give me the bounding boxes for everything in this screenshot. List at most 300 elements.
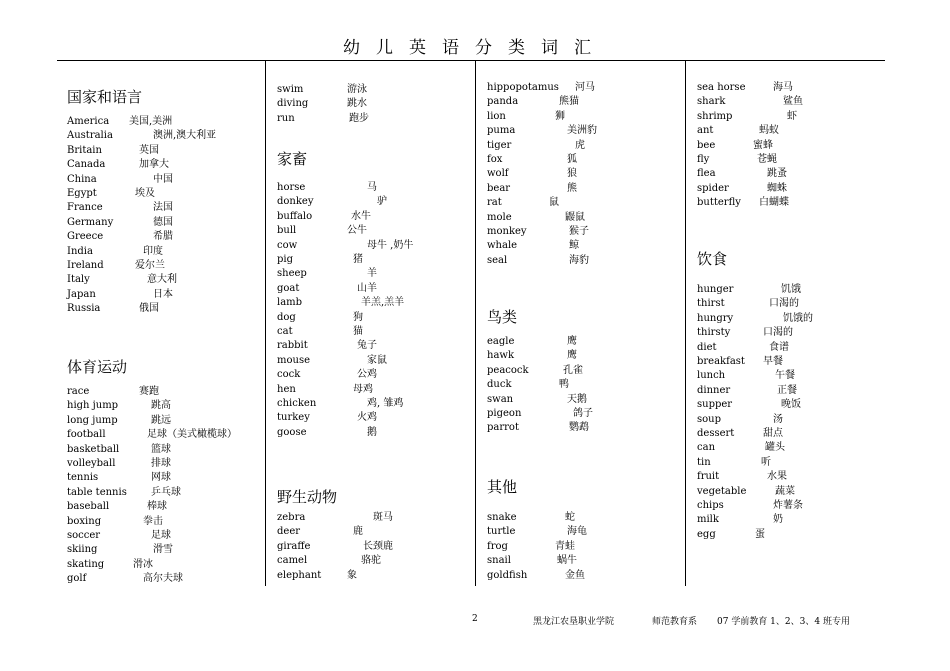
english-word: vegetable — [697, 485, 747, 497]
english-word: Italy — [67, 274, 90, 286]
chinese-meaning: 甜点 — [763, 428, 783, 439]
chinese-meaning: 拳击 — [143, 515, 163, 527]
chinese-meaning: 鹰 — [567, 336, 577, 347]
vocab-entry — [487, 336, 687, 348]
chinese-meaning: 棒球 — [147, 501, 167, 513]
chinese-meaning: 炸薯条 — [773, 500, 803, 511]
vocab-entry — [487, 526, 687, 538]
vocab-entry — [277, 254, 477, 266]
vocab-entry — [697, 125, 897, 137]
vocab-entry — [67, 217, 267, 229]
english-word: chips — [697, 500, 724, 511]
vocab-entry — [487, 212, 687, 224]
chinese-meaning: 蜗牛 — [557, 555, 577, 567]
english-word: donkey — [277, 196, 314, 208]
chinese-meaning: 排球 — [151, 458, 171, 469]
chinese-meaning: 俄国 — [139, 303, 159, 315]
chinese-meaning: 午餐 — [775, 370, 795, 382]
english-word: horse — [277, 182, 306, 193]
vocab-entry — [67, 246, 267, 258]
english-word: thirst — [697, 298, 725, 310]
vocab-entry — [697, 96, 897, 108]
english-word: diet — [697, 341, 717, 353]
chinese-meaning: 狗 — [353, 311, 363, 323]
english-word: long jump — [67, 414, 118, 426]
vocab-entry — [67, 386, 267, 398]
english-word: cock — [277, 369, 301, 381]
english-word: diving — [277, 98, 309, 110]
vocab-entry — [277, 512, 477, 524]
chinese-meaning: 意大利 — [147, 274, 177, 286]
english-word: goldfish — [487, 569, 528, 581]
english-word: can — [697, 442, 716, 454]
chinese-meaning: 马 — [367, 182, 377, 193]
vocab-entry — [277, 555, 477, 567]
vocab-entry — [487, 555, 687, 567]
chinese-meaning: 鹰 — [567, 350, 577, 362]
english-word: goose — [277, 426, 307, 438]
vocab-entry — [277, 340, 477, 352]
english-word: spider — [697, 182, 729, 194]
chinese-meaning: 火鸡 — [357, 412, 377, 424]
vocab-entry — [277, 570, 477, 582]
chinese-meaning: 鸭 — [559, 379, 569, 391]
english-word: lunch — [697, 370, 726, 382]
chinese-meaning: 天鹅 — [567, 393, 587, 405]
vocab-entry — [277, 196, 477, 208]
vocab-entry — [277, 225, 477, 237]
english-word: tin — [697, 456, 711, 468]
chinese-meaning: 蜜蜂 — [753, 139, 773, 151]
chinese-meaning: 加拿大 — [139, 159, 169, 171]
vocab-entry — [697, 183, 897, 195]
english-word: duck — [487, 379, 512, 391]
chinese-meaning: 斑马 — [373, 512, 393, 523]
chinese-meaning: 孔雀 — [563, 364, 583, 376]
vocab-entry — [277, 211, 477, 223]
english-word: egg — [697, 528, 716, 540]
chinese-meaning: 美国,美洲 — [129, 116, 173, 127]
vocab-entry — [277, 113, 477, 125]
chinese-meaning: 鸡, 雏鸡 — [367, 398, 404, 409]
english-word: hunger — [697, 284, 734, 295]
vocab-entry — [487, 570, 687, 582]
vocab-entry — [67, 472, 267, 484]
vocab-entry — [697, 284, 897, 296]
chinese-meaning: 虎 — [575, 139, 585, 151]
english-word: bull — [277, 225, 297, 237]
vocab-entry — [697, 154, 897, 166]
vocab-entry — [487, 240, 687, 252]
chinese-meaning: 法国 — [153, 202, 173, 214]
chinese-meaning: 鲨鱼 — [783, 96, 803, 108]
english-word: goat — [277, 282, 300, 294]
english-word: lion — [487, 110, 506, 122]
vocab-entry — [277, 326, 477, 338]
chinese-meaning: 母鸡 — [353, 383, 373, 395]
vocab-entry — [697, 486, 897, 498]
vocab-entry — [487, 96, 687, 108]
chinese-meaning: 饥饿 — [781, 284, 801, 295]
chinese-meaning: 水果 — [767, 471, 787, 483]
vocab-entry — [67, 260, 267, 272]
english-word: football — [67, 429, 106, 441]
chinese-meaning: 德国 — [153, 216, 173, 228]
english-word: high jump — [67, 400, 119, 412]
english-word: fruit — [697, 471, 720, 483]
vocab-entry — [277, 369, 477, 381]
english-word: monkey — [487, 226, 527, 237]
footer-school: 黑龙江农垦职业学院 — [533, 617, 615, 627]
vocab-entry — [697, 428, 897, 440]
english-word: supper — [697, 399, 733, 411]
chinese-meaning: 口渴的 — [763, 327, 793, 339]
english-word: sheep — [277, 268, 307, 280]
chinese-meaning: 高尔夫球 — [143, 573, 183, 585]
english-word: Britain — [67, 144, 102, 156]
chinese-meaning: 希腊 — [153, 231, 173, 243]
chinese-meaning: 蚂蚁 — [759, 125, 779, 137]
chinese-meaning: 公鸡 — [357, 369, 377, 381]
vocab-entry — [697, 298, 897, 310]
english-word: Egypt — [67, 188, 97, 199]
vocab-entry — [697, 327, 897, 339]
vocab-entry — [697, 370, 897, 382]
vocab-entry — [67, 487, 267, 499]
chinese-meaning: 英国 — [139, 144, 159, 156]
vocab-entry — [67, 458, 267, 470]
vocab-entry — [487, 512, 687, 524]
english-word: hippopotamus — [487, 82, 559, 93]
english-word: rat — [487, 197, 502, 209]
vocab-entry — [697, 111, 897, 123]
section-title: 家畜 — [277, 150, 308, 168]
english-word: boxing — [67, 515, 102, 527]
page-number: 2 — [472, 614, 478, 624]
vocab-entry — [697, 342, 897, 354]
vocab-entry — [67, 289, 267, 301]
vocab-entry — [487, 125, 687, 137]
english-word: fox — [487, 154, 503, 165]
vocab-entry — [487, 168, 687, 180]
chinese-meaning: 口渴的 — [769, 298, 799, 310]
english-word: dessert — [697, 428, 735, 439]
vocab-entry — [277, 384, 477, 396]
section-title: 体育运动 — [67, 358, 128, 376]
english-word: whale — [487, 240, 518, 252]
english-word: giraffe — [277, 540, 311, 552]
english-word: lamb — [277, 297, 303, 309]
chinese-meaning: 海龟 — [567, 526, 587, 538]
vocab-entry — [277, 297, 477, 309]
english-word: thirsty — [697, 327, 731, 339]
vocab-entry — [487, 154, 687, 166]
chinese-meaning: 母牛 ,奶牛 — [367, 239, 414, 251]
section-title: 饮食 — [697, 250, 728, 268]
chinese-meaning: 罐头 — [765, 442, 785, 454]
english-word: turtle — [487, 526, 516, 538]
chinese-meaning: 驴 — [377, 196, 387, 208]
vocab-entry — [277, 84, 477, 96]
chinese-meaning: 猴子 — [569, 226, 589, 237]
chinese-meaning: 熊猫 — [559, 96, 579, 108]
chinese-meaning: 蛋 — [755, 528, 765, 540]
vocab-entry — [697, 414, 897, 426]
english-word: volleyball — [67, 458, 116, 469]
english-word: pigeon — [487, 408, 522, 419]
vocab-entry — [277, 526, 477, 538]
footer-department: 师范教育系 — [652, 617, 698, 627]
vocab-entry — [67, 274, 267, 286]
vocab-entry — [67, 145, 267, 157]
chinese-meaning: 爱尔兰 — [135, 260, 165, 271]
vocab-entry — [67, 400, 267, 412]
column-4 — [687, 60, 885, 586]
vocab-entry — [277, 412, 477, 424]
page-title: 幼儿英语分类词汇 — [343, 38, 607, 58]
vocab-entry — [697, 82, 897, 94]
vocab-entry — [67, 130, 267, 142]
chinese-meaning: 羊 — [367, 268, 377, 280]
vocab-entry — [277, 398, 477, 410]
vocab-entry — [67, 544, 267, 556]
vocab-entry — [697, 399, 897, 411]
english-word: zebra — [277, 512, 306, 523]
english-word: swim — [277, 84, 304, 95]
chinese-meaning: 澳洲,澳大利亚 — [153, 130, 217, 142]
english-word: frog — [487, 540, 508, 552]
vocab-entry — [277, 268, 477, 280]
vocab-entry — [67, 303, 267, 315]
english-word: snail — [487, 555, 511, 567]
vocab-entry — [67, 444, 267, 456]
vocab-entry — [487, 82, 687, 94]
english-word: pig — [277, 254, 294, 265]
english-word: India — [67, 245, 93, 257]
vocab-entry — [487, 183, 687, 195]
vocab-entry — [487, 408, 687, 420]
english-word: elephant — [277, 569, 322, 581]
english-word: mouse — [277, 354, 310, 366]
chinese-meaning: 听 — [761, 456, 771, 468]
english-word: breakfast — [697, 356, 745, 367]
english-word: hen — [277, 383, 296, 395]
english-word: peacock — [487, 364, 529, 376]
english-word: sea horse — [697, 82, 746, 93]
chinese-meaning: 河马 — [575, 82, 595, 93]
chinese-meaning: 食谱 — [769, 341, 789, 353]
vocab-entry — [487, 226, 687, 238]
english-word: Japan — [67, 288, 96, 300]
english-word: seal — [487, 254, 508, 266]
vocab-entry — [67, 231, 267, 243]
vocab-entry — [67, 159, 267, 171]
english-word: America — [67, 116, 110, 127]
vocab-entry — [487, 394, 687, 406]
english-word: shrimp — [697, 110, 733, 122]
chinese-meaning: 赛跑 — [139, 386, 159, 397]
section-title: 鸟类 — [487, 308, 518, 326]
chinese-meaning: 跳高 — [151, 400, 171, 412]
english-word: flea — [697, 168, 716, 180]
english-word: table tennis — [67, 486, 127, 498]
chinese-meaning: 水牛 — [351, 210, 371, 222]
english-word: baseball — [67, 501, 110, 513]
chinese-meaning: 猫 — [353, 326, 363, 337]
english-word: deer — [277, 526, 301, 538]
vocab-entry — [697, 500, 897, 512]
english-word: skating — [67, 558, 105, 570]
chinese-meaning: 美洲豹 — [567, 125, 597, 137]
chinese-meaning: 白蝴蝶 — [759, 197, 789, 209]
chinese-meaning: 熊 — [567, 182, 577, 194]
vocab-entry — [67, 116, 267, 128]
english-word: tiger — [487, 139, 512, 151]
english-word: milk — [697, 514, 719, 526]
vocab-entry — [277, 312, 477, 324]
section-title: 国家和语言 — [67, 88, 143, 106]
english-word: dinner — [697, 384, 731, 396]
chinese-meaning: 虾 — [787, 110, 797, 122]
english-word: dog — [277, 311, 296, 323]
chinese-meaning: 饥饿的 — [783, 312, 813, 324]
english-word: turkey — [277, 412, 310, 424]
english-word: golf — [67, 573, 87, 585]
english-word: snake — [487, 512, 517, 523]
vocab-entry — [697, 356, 897, 368]
vocab-entry — [277, 427, 477, 439]
english-word: cat — [277, 326, 293, 337]
vocab-entry — [697, 514, 897, 526]
vocab-entry — [697, 168, 897, 180]
chinese-meaning: 金鱼 — [565, 569, 585, 581]
english-word: bee — [697, 139, 716, 151]
english-word: tennis — [67, 472, 99, 484]
english-word: Canada — [67, 159, 106, 171]
column-1 — [57, 60, 266, 586]
vocab-entry — [697, 457, 897, 469]
vocab-entry — [67, 188, 267, 200]
english-word: rabbit — [277, 340, 308, 352]
english-word: Australia — [67, 130, 113, 142]
chinese-meaning: 足球（美式橄榄球） — [147, 429, 237, 441]
chinese-meaning: 篮球 — [151, 443, 171, 455]
chinese-meaning: 羊羔,羔羊 — [361, 297, 405, 309]
chinese-meaning: 跑步 — [349, 112, 369, 124]
english-word: China — [67, 173, 97, 185]
chinese-meaning: 家鼠 — [367, 354, 387, 366]
vocab-entry — [487, 255, 687, 267]
english-word: Russia — [67, 303, 101, 315]
english-word: butterfly — [697, 197, 741, 209]
chinese-meaning: 滑雪 — [153, 544, 173, 556]
vocab-entry — [277, 283, 477, 295]
chinese-meaning: 山羊 — [357, 282, 377, 294]
chinese-meaning: 印度 — [143, 245, 163, 257]
column-3 — [477, 60, 686, 586]
chinese-meaning: 象 — [347, 569, 357, 581]
english-word: skiing — [67, 544, 98, 556]
english-word: bear — [487, 182, 511, 194]
footer-class: 07 学前教育 1、2、3、4 班专用 — [717, 617, 850, 627]
chinese-meaning: 狼 — [567, 168, 577, 180]
chinese-meaning: 正餐 — [777, 384, 797, 396]
chinese-meaning: 跳蚤 — [767, 168, 787, 180]
chinese-meaning: 奶 — [773, 514, 783, 526]
chinese-meaning: 蜘蛛 — [767, 182, 787, 194]
english-word: soccer — [67, 530, 101, 541]
english-word: Ireland — [67, 260, 104, 271]
vocab-entry — [67, 501, 267, 513]
vocab-entry — [697, 442, 897, 454]
vocab-entry — [67, 530, 267, 542]
vocab-entry — [487, 541, 687, 553]
chinese-meaning: 鼠 — [549, 197, 559, 209]
chinese-meaning: 网球 — [151, 472, 171, 484]
english-word: camel — [277, 555, 308, 567]
english-word: eagle — [487, 336, 515, 347]
english-word: Germany — [67, 216, 114, 228]
chinese-meaning: 鼹鼠 — [565, 211, 585, 223]
chinese-meaning: 早餐 — [763, 356, 783, 367]
vocab-entry — [67, 174, 267, 186]
chinese-meaning: 晚饭 — [781, 399, 801, 411]
chinese-meaning: 猪 — [353, 254, 363, 265]
english-word: Greece — [67, 231, 104, 243]
chinese-meaning: 公牛 — [347, 225, 367, 237]
chinese-meaning: 鹿 — [353, 526, 363, 538]
english-word: puma — [487, 125, 516, 137]
section-title: 野生动物 — [277, 488, 338, 506]
chinese-meaning: 蔬菜 — [775, 485, 795, 497]
vocab-entry — [487, 350, 687, 362]
chinese-meaning: 狮 — [555, 110, 565, 122]
vocab-entry — [697, 197, 897, 209]
chinese-meaning: 狐 — [567, 154, 577, 165]
english-word: wolf — [487, 168, 509, 180]
english-word: buffalo — [277, 210, 313, 222]
chinese-meaning: 骆驼 — [361, 555, 381, 567]
english-word: France — [67, 202, 103, 214]
english-word: mole — [487, 211, 512, 223]
chinese-meaning: 鸽子 — [573, 408, 593, 419]
chinese-meaning: 鲸 — [569, 240, 579, 252]
vocab-entry — [487, 111, 687, 123]
english-word: soup — [697, 413, 721, 425]
vocab-entry — [67, 415, 267, 427]
chinese-meaning: 埃及 — [135, 188, 155, 199]
vocab-entry — [277, 182, 477, 194]
vocab-entry — [487, 365, 687, 377]
chinese-meaning: 游泳 — [347, 84, 367, 95]
page-footer — [0, 614, 950, 628]
english-word: fly — [697, 154, 710, 165]
vocab-entry — [697, 140, 897, 152]
vocab-entry — [697, 529, 897, 541]
english-word: swan — [487, 393, 514, 405]
vocab-entry — [277, 240, 477, 252]
chinese-meaning: 海豹 — [569, 254, 589, 266]
chinese-meaning: 乒乓球 — [151, 486, 181, 498]
chinese-meaning: 日本 — [153, 288, 173, 300]
english-word: run — [277, 112, 295, 124]
vocab-entry — [67, 429, 267, 441]
chinese-meaning: 足球 — [151, 530, 171, 541]
vocab-entry — [487, 140, 687, 152]
chinese-meaning: 滑冰 — [133, 558, 153, 570]
english-word: hawk — [487, 350, 515, 362]
english-word: race — [67, 386, 90, 397]
